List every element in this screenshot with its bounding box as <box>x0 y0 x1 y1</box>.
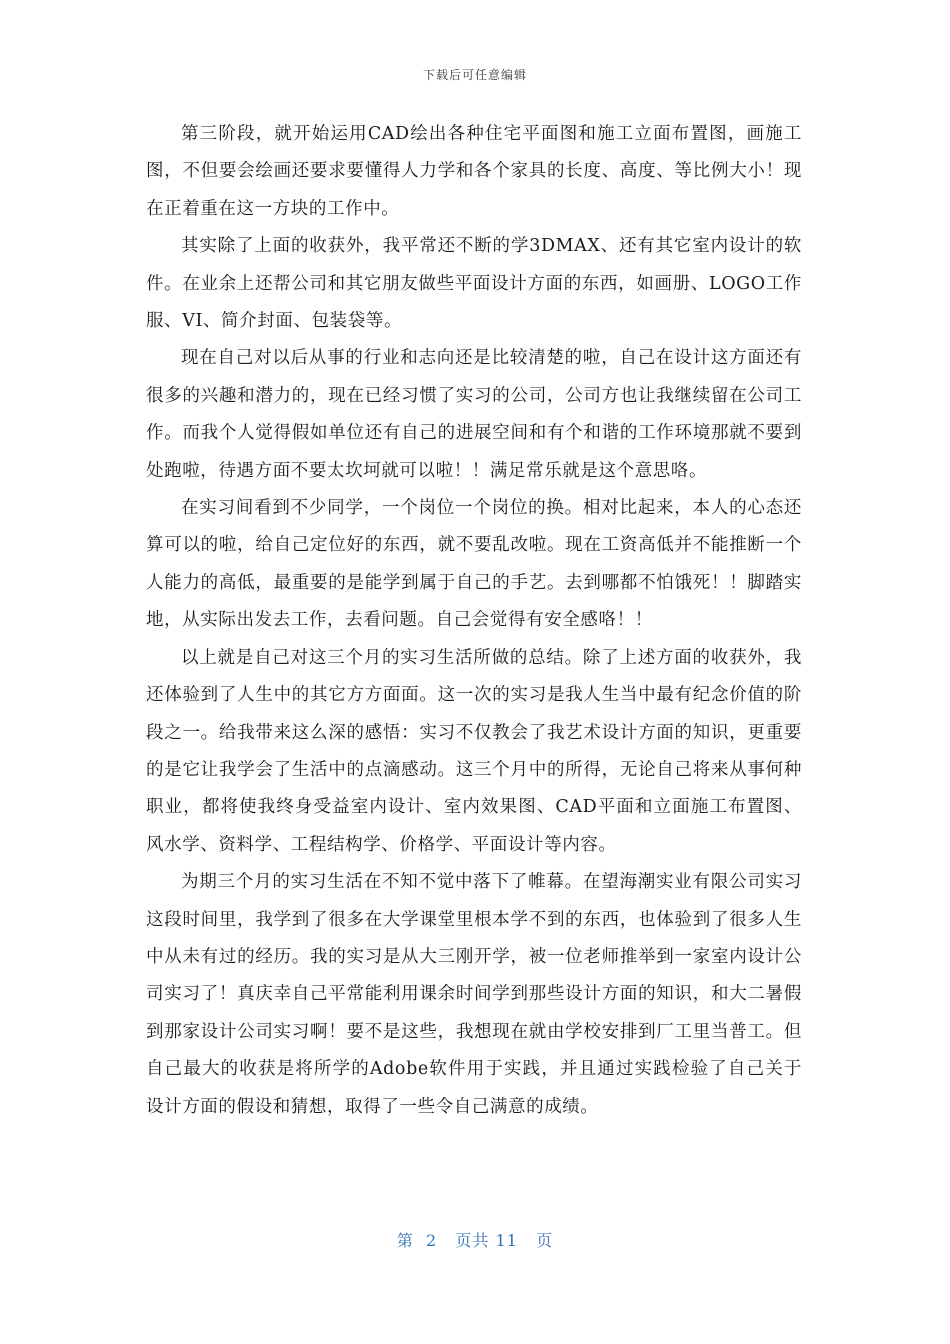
page-number-footer: 第 2 页共 11 页 <box>396 1231 554 1250</box>
paragraph: 以上就是自己对这三个月的实习生活所做的总结。除了上述方面的收获外，我还体验到了人生中的其它方方面面。这一次的实习是我人生当中最有纪念价值的阶段之一。给我带来这么深的感悟：实习不仅教会了我艺术设计方面的知识，更重要的是它让我学会了生活中的点滴感动。这三个月中的所得，无论自己将来从事何种职业，都将使我终身受益室内设计、室内效果图、CAD平面和立面施工布置图、风水学、资料学、工程结构学、价格学、平面设计等内容。 <box>146 647 802 855</box>
paragraph: 第三阶段，就开始运用CAD绘出各种住宅平面图和施工立面布置图，画施工图，不但要会绘画还要求要懂得人力学和各个家具的长度、高度、等比例大小！现在正着重在这一方块的工作中。 <box>146 124 802 219</box>
paragraph: 其实除了上面的收获外，我平常还不断的学3DMAX、还有其它室内设计的软件。在业余上还帮公司和其它朋友做些平面设计方面的东西，如画册、LOGO工作服、VI、简介封面、包装袋等。 <box>146 236 802 332</box>
paragraph: 现在自己对以后从事的行业和志向还是比较清楚的啦，自己在设计这方面还有很多的兴趣和潜力的，现在已经习惯了实习的公司，公司方也让我继续留在公司工作。而我个人觉得假如单位还有自己的进展空间和有个和谐的工作环境那就不要到处跑啦，待遇方面不要太坎坷就可以啦！！满足常乐就是这个意思咯。 <box>146 348 802 481</box>
page-header: 下载后可任意编辑 <box>422 68 527 82</box>
paragraph: 在实习间看到不少同学，一个岗位一个岗位的换。相对比起来，本人的心态还算可以的啦，给自己定位好的东西，就不要乱改啦。现在工资高低并不能推断一个人能力的高低，最重要的是能学到属于自己的手艺。去到哪都不怕饿死！！脚踏实地，从实际出发去工作，去看问题。自己会觉得有安全感咯！！ <box>146 498 802 631</box>
paragraph: 为期三个月的实习生活在不知不觉中落下了帷幕。在望海潮实业有限公司实习这段时间里，我学到了很多在大学课堂里根本学不到的东西，也体验到了很多人生中从未有过的经历。我的实习是从大三刚开学，被一位老师推举到一家室内设计公司实习了！真庆幸自己平常能利用课余时间学到那些设计方面的知识，和大二暑假到那家设计公司实习啊！要不是这些，我想现在就由学校安排到厂工里当普工。但自己最大的收获是将所学的Adobe软件用于实践，并且通过实践检验了自己关于设计方面的假设和猜想，取得了一些令自己满意的成绩。 <box>146 872 802 1117</box>
document-body <box>146 116 802 1126</box>
